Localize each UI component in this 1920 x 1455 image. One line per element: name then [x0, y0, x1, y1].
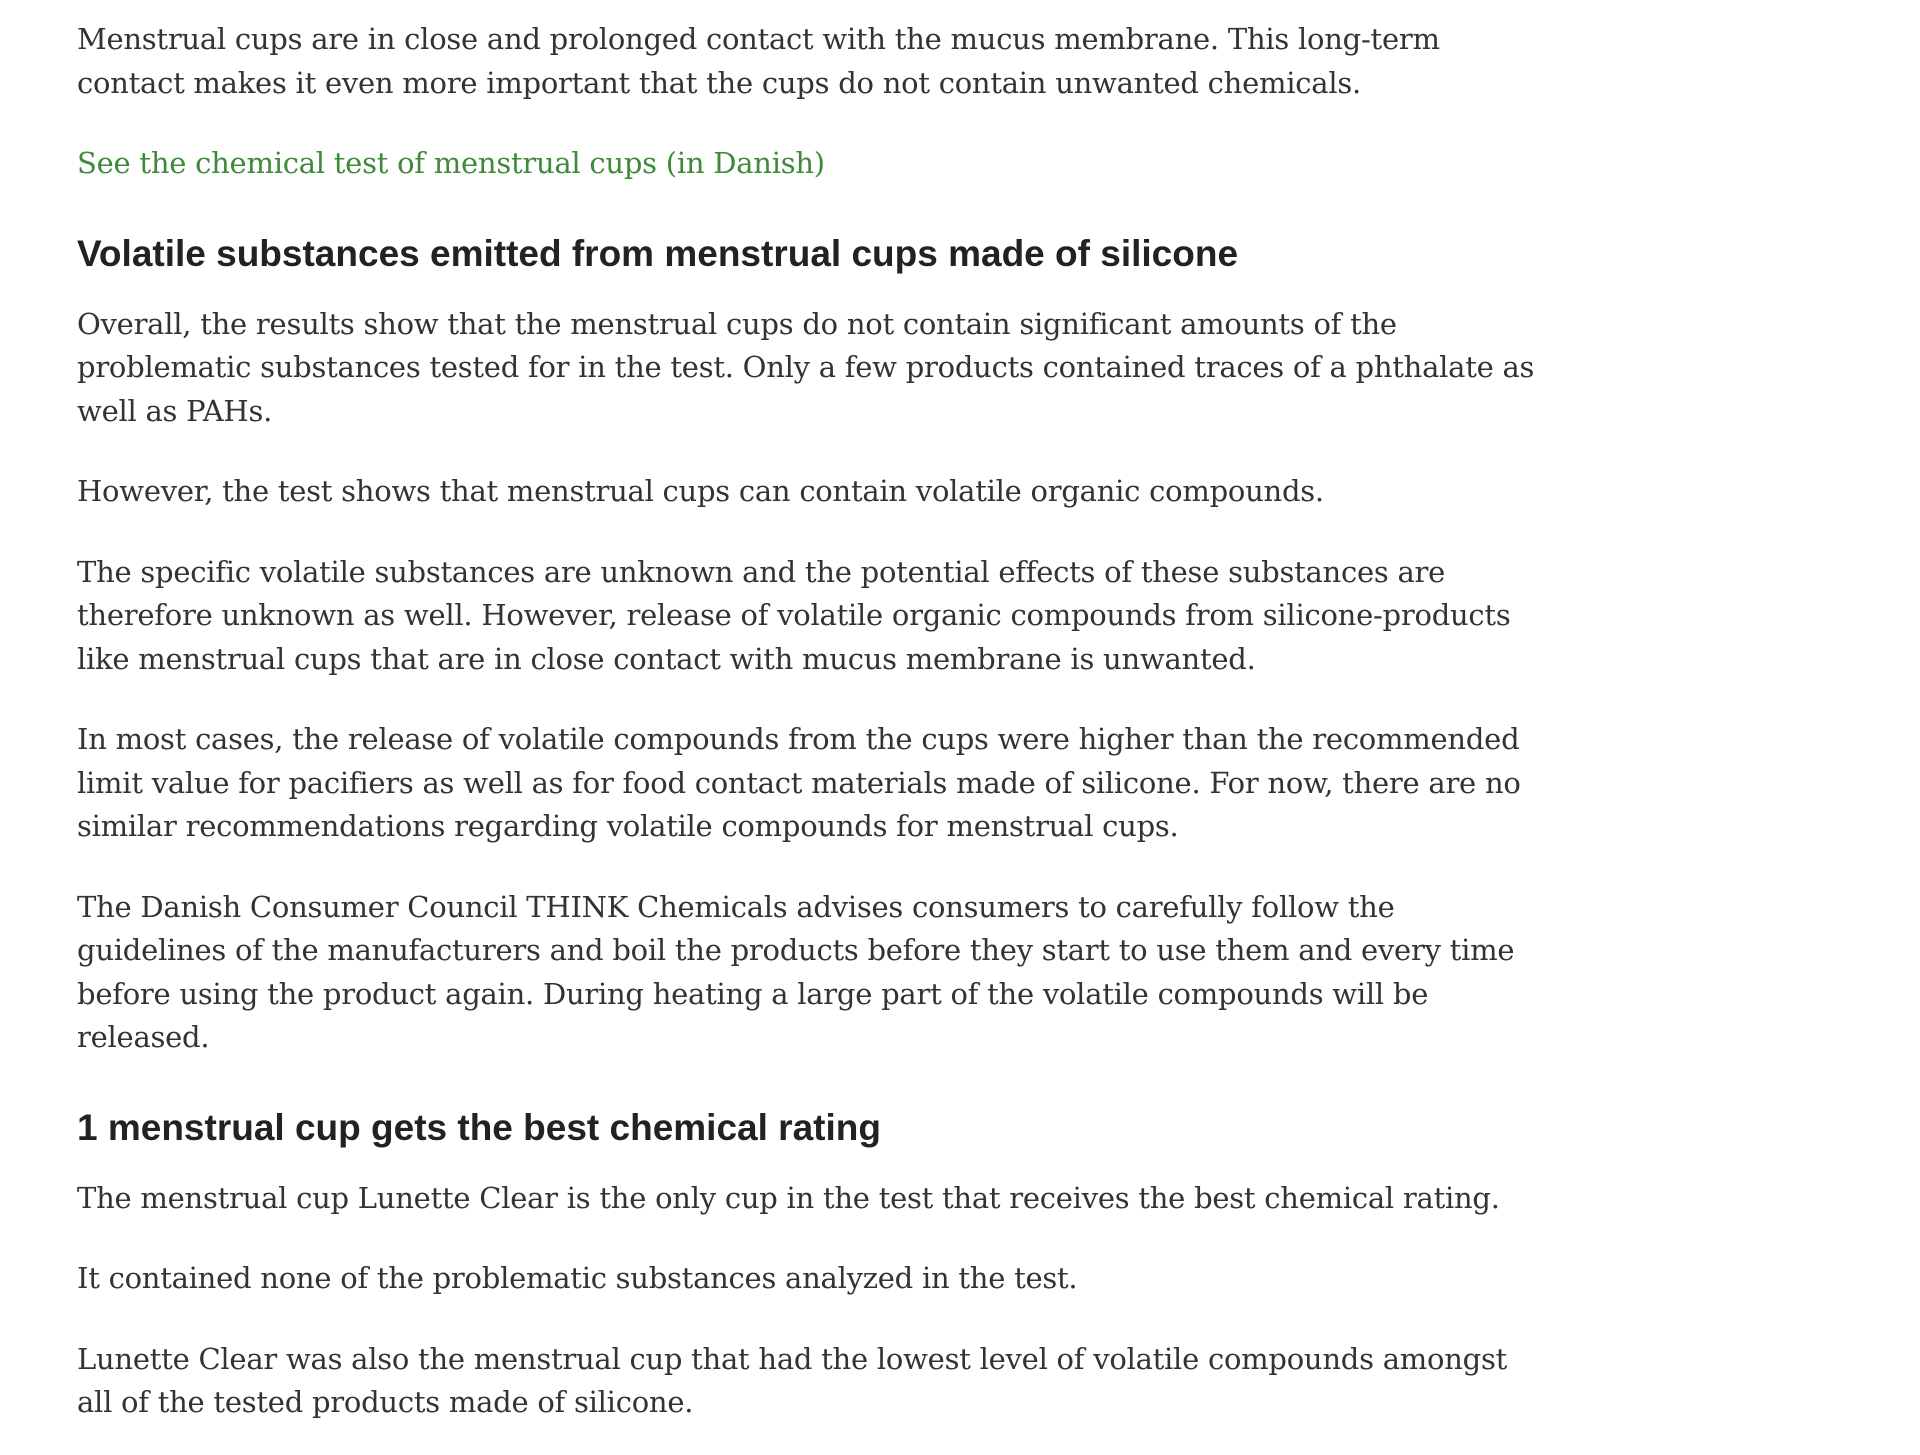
section-heading-volatile-substances: Volatile substances emitted from menstrual cups made of silicone [77, 232, 1239, 274]
paragraph: In most cases, the release of volatile compounds from the cups were higher than the recommended limit value for pacifiers as well as for food contact materials made of silicone. For now, there are no similar recommendations regarding volatile compounds for menstrual cups. [77, 722, 1521, 843]
paragraph: However, the test shows that menstrual cups can contain volatile organic compounds. [77, 474, 1324, 508]
section-heading-best-rating: 1 menstrual cup gets the best chemical rating [77, 1106, 881, 1148]
paragraph: The menstrual cup Lunette Clear is the only cup in the test that receives the best chemical rating. [77, 1180, 1500, 1215]
chemical-test-link-paragraph [77, 142, 1537, 186]
intro-paragraph: Menstrual cups are in close and prolonged contact with the mucus membrane. This long-term contact makes it even more important that the cups do not contain unwanted chemicals. [77, 22, 1440, 100]
paragraph: The Danish Consumer Council THINK Chemicals advises consumers to carefully follow the guidelines of the manufacturers and boil the products before they start to use them and every time before using the product again. During heating a large part of the volatile compounds will be released. [77, 889, 1515, 1054]
paragraph: It contained none of the problematic substances analyzed in the test. [77, 1261, 1078, 1295]
chemical-test-link[interactable]: See the chemical test of menstrual cups (in Danish) [77, 146, 825, 180]
article-body [77, 18, 1537, 1425]
paragraph: The specific volatile substances are unknown and the potential effects of these substances are therefore unknown as well. However, release of volatile organic compounds from silicone-products like menstrual cups that are in close contact with mucus membrane is unwanted. [77, 554, 1511, 676]
paragraph: Lunette Clear was also the menstrual cup that had the lowest level of volatile compounds amongst all of the tested products made of silicone. [77, 1341, 1507, 1419]
paragraph: Overall, the results show that the menstrual cups do not contain significant amounts of the problematic substances tested for in the test. Only a few products contained traces of a phthalate as well as PAHs. [77, 306, 1535, 428]
